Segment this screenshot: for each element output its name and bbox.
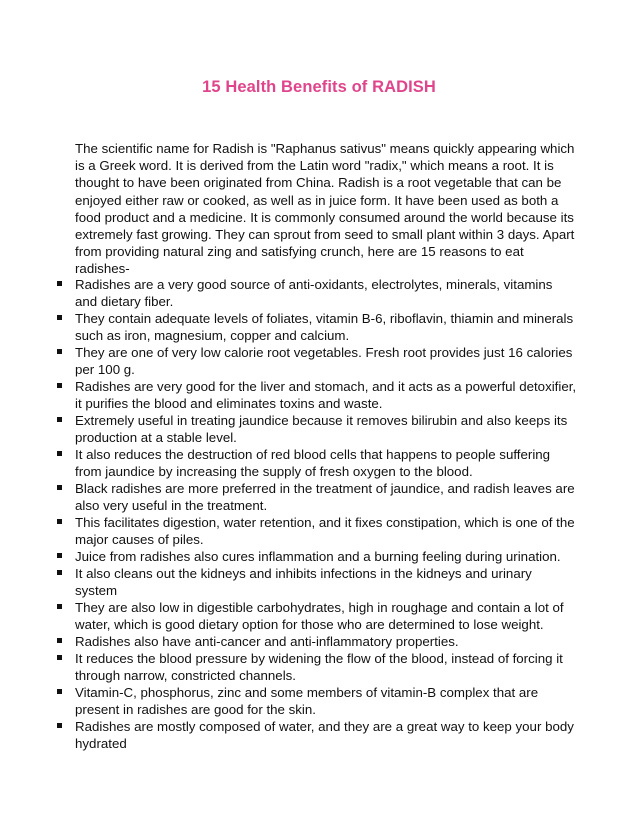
benefit-text: It reduces the blood pressure by widening the flow of the blood, instead of forcing it through narrow, constricted channels. — [75, 651, 563, 683]
square-bullet-icon — [57, 383, 62, 388]
benefit-text: It also cleans out the kidneys and inhibits infections in the kidneys and urinary system — [75, 566, 532, 598]
benefit-text: This facilitates digestion, water retention, and it fixes constipation, which is one of the major causes of piles. — [75, 515, 575, 547]
list-item — [57, 310, 577, 344]
page-title: 15 Health Benefits of RADISH — [202, 78, 436, 96]
list-item — [57, 633, 577, 650]
benefit-text: Radishes are mostly composed of water, and they are a great way to keep your body hydrated — [75, 719, 574, 751]
square-bullet-icon — [57, 723, 62, 728]
square-bullet-icon — [57, 655, 62, 660]
list-item — [57, 446, 577, 480]
list-item — [57, 412, 577, 446]
square-bullet-icon — [57, 604, 62, 609]
benefit-text: Radishes are very good for the liver and stomach, and it acts as a powerful detoxifier, it purifies the blood and eliminates toxins and waste. — [75, 379, 577, 411]
list-item — [57, 565, 577, 599]
square-bullet-icon — [57, 281, 62, 286]
benefit-text: Black radishes are more preferred in the treatment of jaundice, and radish leaves are also very useful in the treatment. — [75, 481, 575, 513]
list-item — [57, 548, 577, 565]
list-item — [57, 276, 577, 310]
list-item — [57, 344, 577, 378]
benefit-text: Vitamin-C, phosphorus, zinc and some members of vitamin-B complex that are present in radishes are good for the skin. — [75, 685, 539, 717]
list-item — [57, 378, 577, 412]
square-bullet-icon — [57, 349, 62, 354]
benefits-list — [57, 276, 577, 752]
benefit-text: They are also low in digestible carbohydrates, high in roughage and contain a lot of water, which is good dietary option for those who are determined to lose weight. — [75, 600, 564, 632]
benefit-text: Extremely useful in treating jaundice because it removes bilirubin and also keeps its production at a stable level. — [75, 413, 568, 445]
list-item — [57, 480, 577, 514]
square-bullet-icon — [57, 519, 62, 524]
benefit-text: They contain adequate levels of foliates, vitamin B-6, riboflavin, thiamin and minerals such as iron, magnesium, copper and calcium. — [75, 311, 574, 343]
benefit-text: They are one of very low calorie root vegetables. Fresh root provides just 16 calories per 100 g. — [75, 345, 573, 377]
square-bullet-icon — [57, 689, 62, 694]
benefit-text: Juice from radishes also cures inflammation and a burning feeling during urination. — [75, 549, 561, 564]
square-bullet-icon — [57, 485, 62, 490]
benefit-text: Radishes are a very good source of anti-oxidants, electrolytes, minerals, vitamins and dietary fiber. — [75, 277, 553, 309]
benefit-text: It also reduces the destruction of red blood cells that happens to people suffering from jaundice by increasing the supply of fresh oxygen to the blood. — [75, 447, 551, 479]
intro-paragraph: The scientific name for Radish is "Raphanus sativus" means quickly appearing which is a Greek word. It is derived from the Latin word "radix," which means a root. It is thought to have been originated from China. Radish is a root vegetable that can be enjoyed either raw or cooked, as well as in juice form. It have been used as both a food product and a medicine. It is commonly consumed around the world because its extremely fast growing. They can sprout from seed to small plant within 3 days. Apart from providing natural zing and satisfying crunch, here are 15 reasons to eat radishes- — [75, 141, 575, 277]
square-bullet-icon — [57, 553, 62, 558]
list-item — [57, 599, 577, 633]
list-item — [57, 650, 577, 684]
benefit-text: Radishes also have anti-cancer and anti-inflammatory properties. — [75, 634, 459, 649]
square-bullet-icon — [57, 451, 62, 456]
square-bullet-icon — [57, 315, 62, 320]
list-item — [57, 718, 577, 752]
list-item — [57, 684, 577, 718]
square-bullet-icon — [57, 570, 62, 575]
list-item — [57, 514, 577, 548]
square-bullet-icon — [57, 417, 62, 422]
square-bullet-icon — [57, 638, 62, 643]
